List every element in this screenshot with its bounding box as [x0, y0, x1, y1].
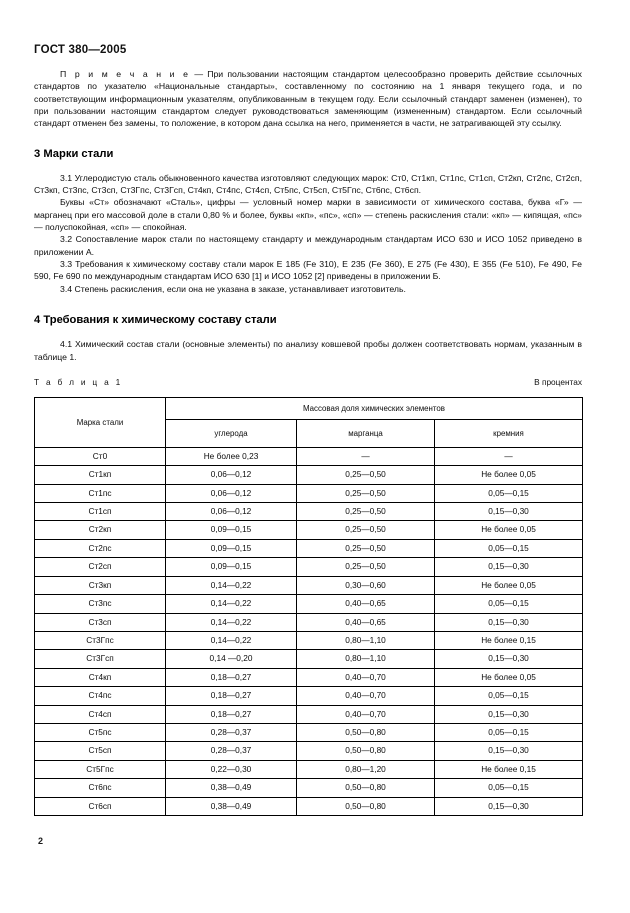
cell-silicon: 0,05—0,15	[435, 687, 583, 705]
cell-steel-grade: Ст2сп	[35, 558, 166, 576]
cell-silicon: Не более 0,05	[435, 576, 583, 594]
cell-steel-grade: Ст4кп	[35, 668, 166, 686]
table-row	[35, 613, 583, 631]
cell-silicon: Не более 0,05	[435, 466, 583, 484]
cell-steel-grade: Ст1сп	[35, 503, 166, 521]
clause-3-1: 3.1 Углеродистую сталь обыкновенного качества изготовляют следующих марок: Ст0, Ст1кп, Ст1пс, Ст1сп, Ст2кп, Ст2пс, Ст2сп, Ст3кп, Ст3пс, Ст3сп, Ст3Гпс, Ст3Гсп, Ст4кп, Ст4пс, Ст4сп, Ст5пс, Ст5сп, Ст5Гпс, Ст6пс, Ст6сп.	[34, 172, 582, 196]
cell-steel-grade: Ст3пс	[35, 595, 166, 613]
cell-steel-grade: Ст0	[35, 447, 166, 465]
table-row	[35, 668, 583, 686]
cell-carbon: 0,18—0,27	[166, 705, 297, 723]
table-row	[35, 742, 583, 760]
cell-carbon: Не более 0,23	[166, 447, 297, 465]
cell-steel-grade: Ст3Гсп	[35, 650, 166, 668]
document-standard-header: ГОСТ 380—2005	[34, 44, 127, 56]
cell-carbon: 0,18—0,27	[166, 668, 297, 686]
table-row	[35, 631, 583, 649]
cell-carbon: 0,14—0,22	[166, 613, 297, 631]
section-3-heading: 3 Марки стали	[34, 147, 114, 160]
spacer-after-section-4-heading	[34, 326, 582, 338]
note-text: — При пользовании настоящим стандартом целесообразно проверить действие ссылочных стандартов по указателю «Национальные стандарты», составленному по состоянию на 1 января текущего года, и по соответствующим информационным указателям, опубликованным в текущем году. Если ссылочный стандарт заменен (изменен), то при пользовании настоящим стандартом следует руководствоваться заменяющим (измененным) стандартом. Если ссылочный стандарт отменен без замены, то положение, в котором дана ссылка на него, применяется в части, не затрагивающей эту ссылку.	[34, 69, 582, 129]
cell-steel-grade: Ст3кп	[35, 576, 166, 594]
cell-steel-grade: Ст2кп	[35, 521, 166, 539]
cell-silicon: 0,15—0,30	[435, 797, 583, 815]
cell-silicon: 0,15—0,30	[435, 742, 583, 760]
note-label: П р и м е ч а н и е	[60, 69, 191, 79]
cell-silicon: 0,15—0,30	[435, 613, 583, 631]
table-row	[35, 797, 583, 815]
cell-carbon: 0,38—0,49	[166, 779, 297, 797]
table-row	[35, 779, 583, 797]
table-row	[35, 521, 583, 539]
column-header-group-mass-fraction: Массовая доля химических элементов	[166, 397, 583, 419]
cell-silicon: Не более 0,15	[435, 760, 583, 778]
cell-silicon: Не более 0,15	[435, 631, 583, 649]
cell-steel-grade: Ст6пс	[35, 779, 166, 797]
cell-carbon: 0,06—0,12	[166, 466, 297, 484]
cell-silicon: Не более 0,05	[435, 521, 583, 539]
table-row	[35, 576, 583, 594]
spacer-after-section-3-heading	[34, 160, 582, 172]
cell-silicon: 0,05—0,15	[435, 539, 583, 557]
cell-silicon: 0,15—0,30	[435, 558, 583, 576]
table-row	[35, 484, 583, 502]
clause-3-2: 3.2 Сопоставление марок стали по настоящему стандарту и международным стандартам ИСО 630 и ИСО 1052 приведено в приложении А.	[34, 234, 582, 257]
cell-steel-grade: Ст2пс	[35, 539, 166, 557]
clause-3-letters: Буквы «Ст» обозначают «Сталь», цифры — условный номер марки в зависимости от химического состава, буква «Г» — марганец при его массовой доле в стали 0,80 % и более, буквы «кп», «пс», «сп» — степень раскисления стали: «кп» — кипящая, «пс» — полуспокойная, «сп» — спокойная.	[34, 197, 582, 233]
table-caption	[34, 377, 582, 391]
cell-manganese: 0,25—0,50	[297, 503, 435, 521]
cell-manganese: 0,50—0,80	[297, 723, 435, 741]
spacer-before-section-4	[34, 295, 582, 314]
column-header-manganese: марганца	[297, 419, 435, 447]
cell-manganese: 0,40—0,70	[297, 687, 435, 705]
cell-silicon: 0,05—0,15	[435, 595, 583, 613]
cell-steel-grade: Ст3Гпс	[35, 631, 166, 649]
cell-steel-grade: Ст1кп	[35, 466, 166, 484]
cell-manganese: 0,30—0,60	[297, 576, 435, 594]
cell-manganese: 0,25—0,50	[297, 539, 435, 557]
cell-manganese: 0,40—0,70	[297, 705, 435, 723]
cell-manganese: 0,50—0,80	[297, 779, 435, 797]
cell-carbon: 0,18—0,27	[166, 687, 297, 705]
cell-carbon: 0,14—0,22	[166, 631, 297, 649]
table-row	[35, 595, 583, 613]
cell-carbon: 0,14—0,22	[166, 595, 297, 613]
table-row	[35, 503, 583, 521]
table-head	[35, 397, 583, 447]
cell-steel-grade: Ст5пс	[35, 723, 166, 741]
table-row	[35, 723, 583, 741]
cell-steel-grade: Ст5Гпс	[35, 760, 166, 778]
table-label: Т а б л и ц а 1	[34, 376, 123, 387]
clause-3-3: 3.3 Требования к химическому составу стали марок Е 185 (Fe 310), Е 235 (Fe 360), Е 275 (Fe 430), Е 355 (Fe 510), Fe 490, Fe 590, Fe 690 по международным стандартам ИСО 630 [1] и ИСО 1052 [2] приведены в приложении Б.	[34, 259, 582, 282]
cell-manganese: 0,50—0,80	[297, 797, 435, 815]
document-body	[34, 68, 582, 816]
cell-silicon: Не более 0,05	[435, 668, 583, 686]
cell-carbon: 0,09—0,15	[166, 558, 297, 576]
cell-silicon: 0,05—0,15	[435, 779, 583, 797]
clause-3-4: 3.4 Степень раскисления, если она не указана в заказе, устанавливает изготовитель.	[60, 283, 406, 294]
table-row	[35, 447, 583, 465]
table-units-note: В процентах	[534, 376, 582, 387]
chemical-composition-table	[34, 397, 583, 816]
spacer-before-table	[34, 363, 582, 377]
cell-carbon: 0,22—0,30	[166, 760, 297, 778]
column-header-carbon: углерода	[166, 419, 297, 447]
cell-steel-grade: Ст5сп	[35, 742, 166, 760]
cell-manganese: 0,40—0,65	[297, 613, 435, 631]
cell-silicon: 0,15—0,30	[435, 650, 583, 668]
cell-steel-grade: Ст1пс	[35, 484, 166, 502]
cell-carbon: 0,28—0,37	[166, 723, 297, 741]
note-paragraph	[34, 68, 582, 130]
page-number: 2	[38, 836, 44, 846]
cell-manganese: 0,50—0,80	[297, 742, 435, 760]
table-row	[35, 687, 583, 705]
spacer-before-section-3	[34, 130, 582, 148]
cell-manganese: 0,25—0,50	[297, 521, 435, 539]
table-body	[35, 447, 583, 815]
section-4-heading: 4 Требования к химическому составу стали	[34, 314, 277, 327]
cell-manganese: 0,40—0,70	[297, 668, 435, 686]
cell-manganese: 0,80—1,20	[297, 760, 435, 778]
cell-manganese: 0,80—1,10	[297, 631, 435, 649]
clause-4-1: 4.1 Химический состав стали (основные элементы) по анализу ковшевой пробы должен соответствовать нормам, указанным в таблице 1.	[34, 339, 582, 362]
cell-carbon: 0,14 —0,20	[166, 650, 297, 668]
table-row	[35, 466, 583, 484]
cell-silicon: 0,15—0,30	[435, 705, 583, 723]
cell-manganese: 0,25—0,50	[297, 484, 435, 502]
cell-manganese: 0,40—0,65	[297, 595, 435, 613]
cell-silicon: —	[435, 447, 583, 465]
cell-manganese: 0,25—0,50	[297, 558, 435, 576]
table-header-row-1	[35, 397, 583, 419]
column-header-silicon: кремния	[435, 419, 583, 447]
cell-steel-grade: Ст4сп	[35, 705, 166, 723]
table-row	[35, 760, 583, 778]
cell-silicon: 0,05—0,15	[435, 723, 583, 741]
cell-steel-grade: Ст4пс	[35, 687, 166, 705]
cell-carbon: 0,38—0,49	[166, 797, 297, 815]
table-row	[35, 650, 583, 668]
cell-steel-grade: Ст6сп	[35, 797, 166, 815]
cell-silicon: 0,05—0,15	[435, 484, 583, 502]
cell-carbon: 0,06—0,12	[166, 503, 297, 521]
cell-silicon: 0,15—0,30	[435, 503, 583, 521]
cell-manganese: 0,25—0,50	[297, 466, 435, 484]
cell-manganese: 0,80—1,10	[297, 650, 435, 668]
table-row	[35, 705, 583, 723]
cell-steel-grade: Ст3сп	[35, 613, 166, 631]
column-header-steel-grade: Марка стали	[35, 397, 166, 447]
cell-carbon: 0,09—0,15	[166, 521, 297, 539]
cell-carbon: 0,14—0,22	[166, 576, 297, 594]
cell-carbon: 0,28—0,37	[166, 742, 297, 760]
table-row	[35, 558, 583, 576]
cell-carbon: 0,06—0,12	[166, 484, 297, 502]
cell-carbon: 0,09—0,15	[166, 539, 297, 557]
table-row	[35, 539, 583, 557]
cell-manganese: —	[297, 447, 435, 465]
